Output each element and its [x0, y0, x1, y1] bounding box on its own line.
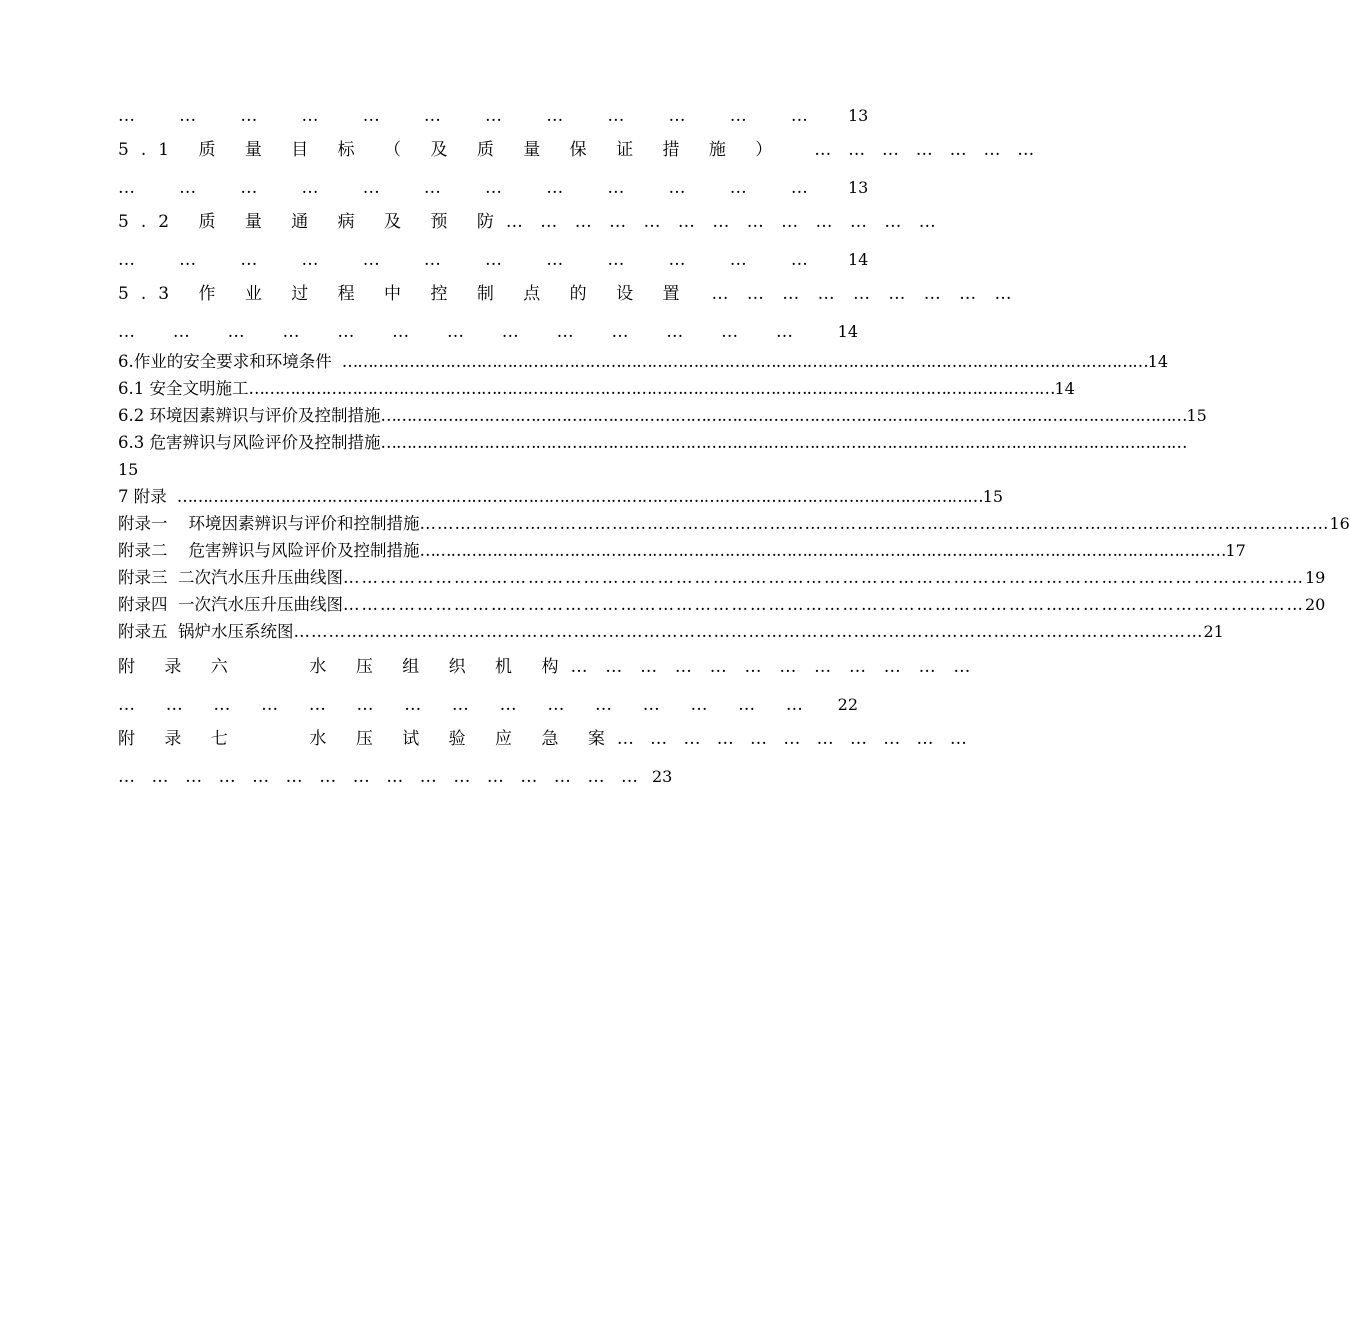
ellipsis: … — [240, 106, 258, 126]
ellipsis: … — [609, 212, 627, 232]
ellipsis: … — [301, 106, 319, 126]
ellipsis: … — [849, 212, 867, 232]
dot-leader: ………………………………………………………………………………………………………………………………………… — [341, 352, 1148, 371]
ellipsis: … — [362, 250, 380, 270]
ellipsis: … — [709, 657, 727, 677]
ellipsis: … — [916, 729, 934, 749]
toc-entry-6-3-page[interactable] — [118, 456, 858, 483]
ellipsis: … — [570, 657, 588, 677]
ellipsis: … — [711, 284, 729, 304]
ellipsis: … — [282, 322, 300, 342]
ellipsis: … — [118, 695, 135, 715]
toc-entry-5-3[interactable] — [118, 276, 1012, 312]
dot-leader: ………………………………………………………………………………………………………………………………………… — [419, 541, 1226, 560]
entry-title: 附录四 一次汽水压升压曲线图 — [118, 595, 343, 614]
ellipsis: … — [848, 657, 866, 677]
entry-title: 附 录 六 水 压 组 织 机 构 — [118, 657, 571, 677]
page-number: 16 — [1329, 514, 1350, 533]
toc-entry-6-2[interactable] — [118, 402, 1207, 429]
toc-entry-5-3-continuation[interactable] — [118, 312, 858, 348]
ellipsis: … — [683, 729, 701, 749]
ellipsis: … — [574, 212, 592, 232]
ellipsis: … — [151, 767, 169, 787]
ellipsis: … — [884, 212, 902, 232]
page-number: 15 — [118, 460, 139, 479]
entry-title: 6.1 安全文明施工 — [118, 379, 249, 398]
toc-entry-appendix-7[interactable] — [118, 721, 967, 757]
ellipsis: … — [240, 178, 258, 198]
ellipsis: … — [352, 767, 370, 787]
page-number: 15 — [982, 487, 1004, 506]
ellipsis: … — [620, 767, 638, 787]
ellipsis: … — [118, 250, 135, 270]
ellipsis: … — [485, 250, 503, 270]
ellipsis: … — [790, 106, 808, 126]
ellipsis: … — [165, 695, 183, 715]
ellipsis: … — [782, 284, 800, 304]
ellipsis: … — [674, 657, 692, 677]
entry-title: 6.作业的安全要求和环境条件 — [118, 352, 332, 371]
ellipsis: … — [690, 695, 708, 715]
ellipsis: … — [814, 657, 832, 677]
dot-leader: ………………………………………………………………………………………………………………………………………… — [176, 487, 983, 506]
ellipsis: … — [227, 322, 245, 342]
ellipsis: … — [616, 729, 634, 749]
ellipsis: … — [392, 322, 410, 342]
ellipsis: … — [883, 657, 901, 677]
ellipsis: … — [1017, 140, 1035, 160]
ellipsis: … — [118, 106, 135, 126]
ellipsis: … — [915, 140, 933, 160]
ellipsis: … — [252, 767, 270, 787]
ellipsis: … — [301, 178, 319, 198]
page-number: 14 — [848, 250, 869, 269]
dot-leader — [118, 96, 808, 136]
ellipsis: … — [716, 729, 734, 749]
ellipsis: … — [240, 250, 258, 270]
page-number: 13 — [848, 106, 869, 125]
toc-entry-7[interactable] — [118, 483, 1004, 510]
ellipsis: … — [179, 106, 197, 126]
ellipsis: … — [485, 178, 503, 198]
entry-title: 附录三 二次汽水压升压曲线图 — [118, 568, 343, 587]
ellipsis: … — [852, 284, 870, 304]
ellipsis: … — [261, 695, 279, 715]
ellipsis: … — [785, 695, 803, 715]
ellipsis: … — [185, 767, 203, 787]
ellipsis: … — [179, 178, 197, 198]
ellipsis: … — [546, 106, 564, 126]
page-number: 17 — [1225, 541, 1246, 560]
dot-leader — [570, 649, 970, 685]
ellipsis: … — [605, 657, 623, 677]
ellipsis: … — [501, 322, 519, 342]
ellipsis: … — [611, 322, 629, 342]
ellipsis: … — [918, 212, 936, 232]
ellipsis: … — [485, 106, 503, 126]
entry-title: 5.2 质 量 通 病 及 预 防 — [118, 212, 506, 232]
ellipsis: … — [721, 322, 739, 342]
page-number: 20 — [1305, 595, 1326, 614]
ellipsis: … — [356, 695, 374, 715]
dot-leader: ………………………………………………………………………………………………………………………………………… — [293, 622, 1204, 641]
ellipsis: … — [607, 106, 625, 126]
entry-title: 附录二 危害辨识与风险评价及控制措施 — [118, 541, 420, 560]
ellipsis: … — [118, 178, 135, 198]
page-number: 23 — [652, 767, 673, 786]
ellipsis: … — [337, 322, 355, 342]
ellipsis: … — [172, 322, 190, 342]
dot-leader: ………………………………………………………………………………………………………………………………………… — [419, 514, 1330, 533]
toc-entry-continuation-13a[interactable] — [118, 96, 869, 132]
ellipsis: … — [607, 250, 625, 270]
ellipsis: … — [746, 284, 764, 304]
ellipsis: … — [451, 695, 469, 715]
ellipsis: … — [213, 695, 231, 715]
ellipsis: … — [949, 729, 967, 749]
ellipsis: … — [923, 284, 941, 304]
dot-leader: ………………………………………………………………………………………………………………………………………… — [248, 379, 1055, 398]
ellipsis: … — [546, 178, 564, 198]
ellipsis: … — [666, 322, 684, 342]
ellipsis: … — [118, 322, 135, 342]
ellipsis: … — [790, 250, 808, 270]
dot-leader: ………………………………………………………………………………………………………………………………………… — [343, 595, 1305, 614]
toc-entry-5-2[interactable] — [118, 204, 936, 240]
ellipsis: … — [668, 178, 686, 198]
toc-entry-5-2-continuation[interactable] — [118, 240, 869, 276]
ellipsis: … — [386, 767, 404, 787]
toc-entry-6-3[interactable] — [118, 429, 1187, 456]
ellipsis: … — [118, 767, 135, 787]
ellipsis: … — [301, 250, 319, 270]
ellipsis: … — [607, 178, 625, 198]
toc-entry-appendix-6-continuation[interactable] — [118, 685, 858, 721]
ellipsis: … — [446, 322, 464, 342]
ellipsis: … — [362, 106, 380, 126]
ellipsis: … — [779, 657, 797, 677]
ellipsis: … — [983, 140, 1001, 160]
entry-title: 附 录 七 水 压 试 验 应 急 案 — [118, 729, 617, 749]
ellipsis: … — [540, 212, 558, 232]
ellipsis: … — [815, 212, 833, 232]
toc-entry-6[interactable] — [118, 348, 1169, 375]
ellipsis: … — [553, 767, 571, 787]
page-number: 13 — [848, 178, 869, 197]
dot-leader: ………………………………………………………………………………………………………………………………………… — [380, 433, 1187, 452]
dot-leader — [118, 240, 808, 280]
page-number: 14 — [837, 322, 858, 341]
ellipsis: … — [453, 767, 471, 787]
toc-entry-appendix-1[interactable] — [118, 510, 1350, 537]
toc-entry-appendix-2[interactable] — [118, 537, 1246, 564]
dot-leader: ………………………………………………………………………………………………………………………………………… — [343, 568, 1305, 587]
ellipsis: … — [775, 322, 793, 342]
ellipsis: … — [883, 729, 901, 749]
entry-title: 6.3 危害辨识与风险评价及控制措施 — [118, 433, 381, 452]
entry-title: 5.1 质 量 目 标 （ 及 质 量 保 证 措 施 ） — [118, 140, 785, 160]
dot-leader — [118, 312, 798, 352]
ellipsis: … — [790, 178, 808, 198]
ellipsis: … — [423, 178, 441, 198]
ellipsis: … — [746, 212, 764, 232]
ellipsis: … — [918, 657, 936, 677]
ellipsis: … — [744, 657, 762, 677]
ellipsis: … — [499, 695, 517, 715]
page-number: 15 — [1186, 406, 1207, 425]
ellipsis: … — [888, 284, 906, 304]
toc-entry-appendix-5[interactable] — [118, 618, 1224, 645]
ellipsis: … — [953, 657, 971, 677]
dot-leader — [691, 276, 1011, 312]
ellipsis: … — [362, 178, 380, 198]
ellipsis: … — [814, 140, 832, 160]
ellipsis: … — [781, 212, 799, 232]
ellipsis: … — [677, 212, 695, 232]
entry-title: 附录五 锅炉水压系统图 — [118, 622, 294, 641]
dot-leader — [118, 685, 808, 725]
dot-leader: ………………………………………………………………………………………………………………………………………… — [380, 406, 1187, 425]
entry-title: 附录一 环境因素辨识与评价和控制措施 — [118, 514, 420, 533]
ellipsis: … — [650, 729, 668, 749]
ellipsis: … — [668, 250, 686, 270]
ellipsis: … — [218, 767, 236, 787]
toc-entry-appendix-4[interactable] — [118, 591, 1326, 618]
toc-entry-5-1-continuation[interactable] — [118, 168, 869, 204]
ellipsis: … — [546, 250, 564, 270]
table-of-contents — [118, 96, 1350, 793]
toc-entry-5-1[interactable] — [118, 132, 1035, 168]
ellipsis: … — [738, 695, 756, 715]
dot-leader — [784, 132, 1034, 168]
ellipsis: … — [486, 767, 504, 787]
toc-entry-appendix-7-continuation[interactable] — [118, 757, 858, 793]
ellipsis: … — [308, 695, 326, 715]
ellipsis: … — [587, 767, 605, 787]
ellipsis: … — [712, 212, 730, 232]
ellipsis: … — [423, 250, 441, 270]
toc-entry-appendix-6[interactable] — [118, 649, 971, 685]
ellipsis: … — [783, 729, 801, 749]
ellipsis: … — [750, 729, 768, 749]
entry-title: 5.3 作 业 过 程 中 控 制 点 的 设 置 — [118, 284, 692, 304]
ellipsis: … — [404, 695, 422, 715]
ellipsis: … — [729, 106, 747, 126]
ellipsis: … — [640, 657, 658, 677]
dot-leader — [617, 721, 967, 757]
ellipsis: … — [520, 767, 538, 787]
page-number: 14 — [1147, 352, 1169, 371]
ellipsis: … — [556, 322, 574, 342]
page-number: 19 — [1305, 568, 1326, 587]
dot-leader — [118, 168, 808, 208]
ellipsis: … — [994, 284, 1012, 304]
entry-title: 6.2 环境因素辨识与评价及控制措施 — [118, 406, 381, 425]
ellipsis: … — [959, 284, 977, 304]
page-number: 14 — [1054, 379, 1075, 398]
ellipsis: … — [881, 140, 899, 160]
ellipsis: … — [595, 695, 613, 715]
ellipsis: … — [505, 212, 523, 232]
toc-entry-appendix-3[interactable] — [118, 564, 1326, 591]
ellipsis: … — [642, 695, 660, 715]
dot-leader — [506, 204, 936, 240]
ellipsis: … — [729, 178, 747, 198]
page-number: 22 — [837, 695, 858, 714]
ellipsis: … — [643, 212, 661, 232]
ellipsis: … — [849, 729, 867, 749]
ellipsis: … — [285, 767, 303, 787]
ellipsis: … — [848, 140, 866, 160]
ellipsis: … — [817, 284, 835, 304]
ellipsis: … — [423, 106, 441, 126]
ellipsis: … — [668, 106, 686, 126]
ellipsis: … — [319, 767, 337, 787]
ellipsis: … — [949, 140, 967, 160]
ellipsis: … — [729, 250, 747, 270]
ellipsis: … — [816, 729, 834, 749]
page-number: 21 — [1203, 622, 1224, 641]
ellipsis: … — [419, 767, 437, 787]
dot-leader — [118, 757, 638, 797]
ellipsis: … — [547, 695, 565, 715]
toc-entry-6-1[interactable] — [118, 375, 1075, 402]
entry-title: 7 附录 — [118, 487, 167, 506]
ellipsis: … — [179, 250, 197, 270]
